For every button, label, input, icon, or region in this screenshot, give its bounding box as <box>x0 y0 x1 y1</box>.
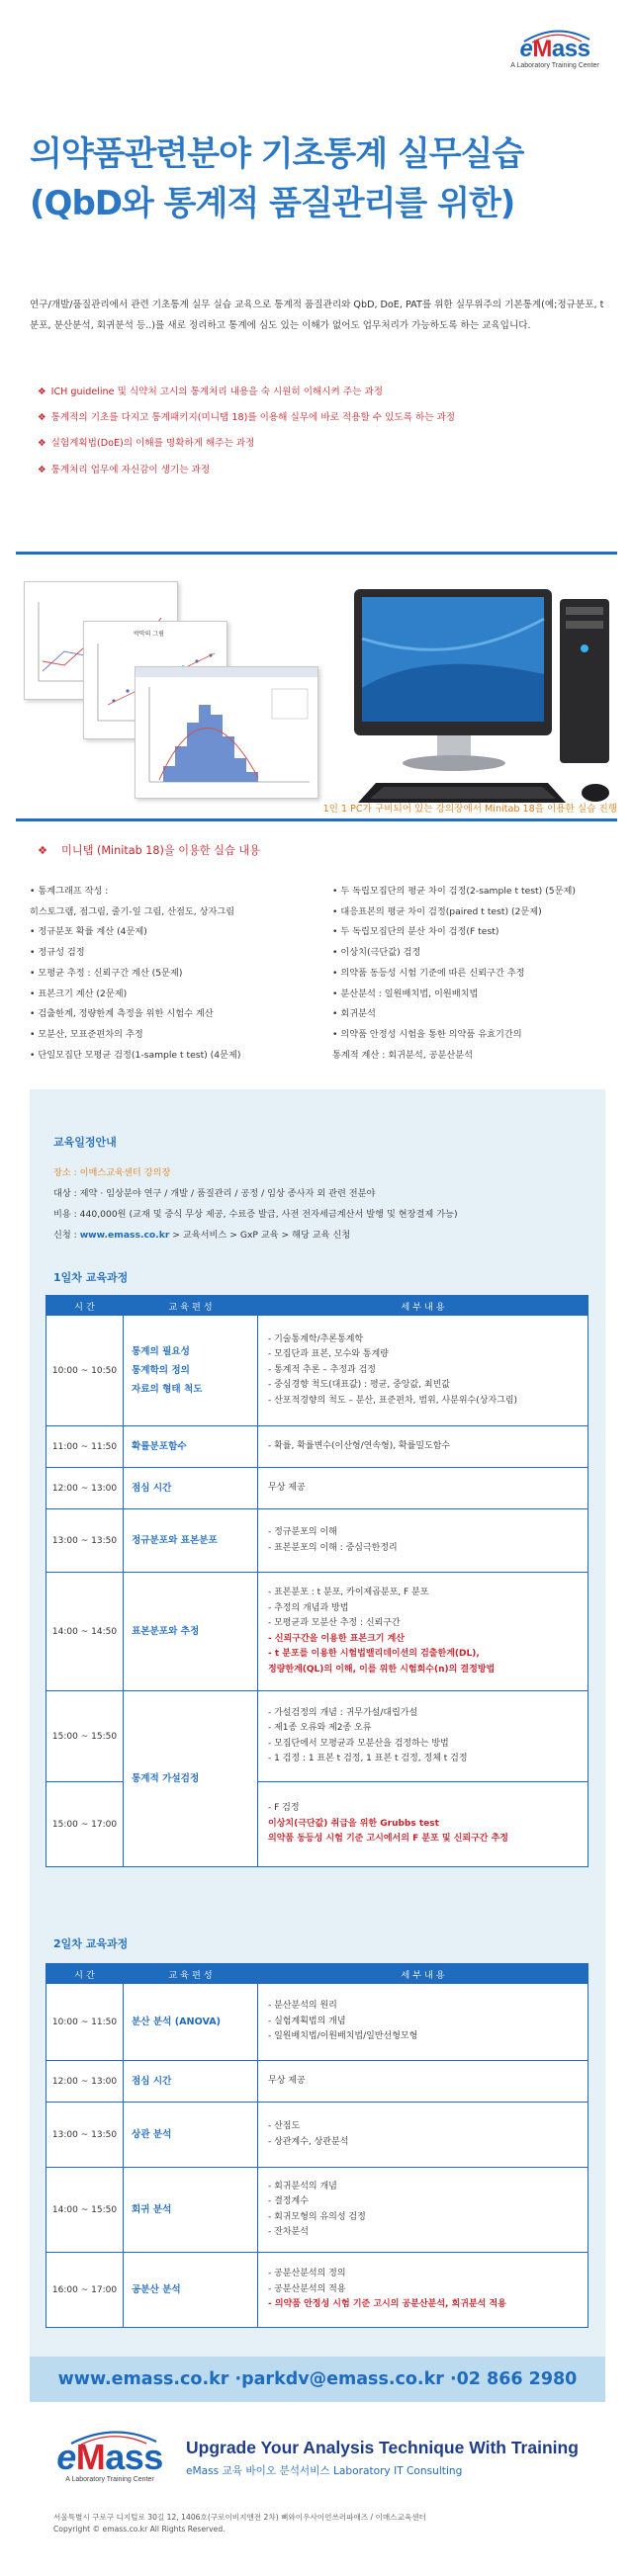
contact-bar[interactable]: www.emass.co.kr ·parkdv@emass.co.kr ·02 866 2980 <box>30 2357 605 2402</box>
footer-address: 서울특별시 구로구 디지털로 30길 12, 1406호(구로이비지앤전 2차) 뼈와이우사이언쓰러파애즈 / 이매스교육센터 Copyright © emass.co.kr All Rights Reserved. <box>53 2513 426 2533</box>
table-row: 15:00 ~ 15:50 통계적 가설검정 - 가설검정의 개념 : 귀무가설/대립가설 - 제1종 오류와 제2종 오류 - 모집단에서 모평균과 모분산을 검정하는 방법 - 1 검정 : 1 표본 t 검정, 1 표본 t 검정, 정체 t 검정 <box>46 1691 588 1782</box>
diamond-icon: ❖ <box>38 412 46 424</box>
table-row: 14:00 ~ 14:50 표본분포와 추정 - 표본분포 : t 분포, 카이제곱분포, F 분포 - 추정의 개념과 방법 - 모평균과 모분산 추정 : 신뢰구간 - 신뢰구간을 이용한 표본크기 계산 - t 분포를 이용한 시험법밸리데이션의 검출한계(DL), 정량한계(QL)의 이해, 이를 위한 시험회수(n)의 결정방법 <box>46 1573 588 1691</box>
feature-item: ❖ 통계처리 업무에 자신감이 생기는 과정 <box>38 464 211 475</box>
feature-item: ❖ 실험계획법(DoE)의 이해를 명확하게 해주는 과정 <box>38 438 255 450</box>
place: 장소 : 이매스교육센터 강의장 <box>53 1167 171 1178</box>
diamond-icon: ❖ <box>38 386 46 397</box>
table-row: 12:00 ~ 13:00 점심 시간 무상 제공 <box>46 2061 588 2103</box>
svg-text:박막의 그림: 박막의 그림 <box>134 631 164 638</box>
intro-paragraph: 연구/개발/품질관리에서 관련 기초통계 실무 실습 교육으로 통계적 품질관리와 QbD, DoE, PAT를 위한 실무위주의 기본통계(예;정규분포, t 분포, 분산분석, 회귀분석 등..)를 새로 정리하고 통계에 심도 있는 이해가 없어도 업무처리가 가능하도록 하는 교육입니다. <box>30 300 604 331</box>
table-row: 15:00 ~ 17:00 - F 검정 이상치(극단값) 취급을 위한 Grubbs test 의약품 동등성 시험 기준 고시에서의 F 분포 및 신뢰구간 추정 <box>46 1782 588 1867</box>
table-row: 14:00 ~ 15:50 회귀 분석 - 회귀분석의 개념 - 결정계수 - 회귀모형의 유의성 검정 - 잔차분석 <box>46 2168 588 2253</box>
page-title-line2: (QbD와 통계적 품질관리를 위한) <box>30 184 515 223</box>
table-row: 10:00 ~ 10:50 통계의 필요성 통계학의 정의 자료의 형태 척도 - 기술통계학/추론통계학 - 모집단과 표본, 모수와 통계량 - 통계적 추론 – 추정과 검정 - 중심경향 척도(대표값) : 평균, 중앙값, 최빈값 - 산포적경향의 척도 – 분산, 표준편차, 범위, 사분위수(상자그림) <box>46 1316 588 1426</box>
logo-tagline: A Laboratory Training Center <box>65 2476 154 2483</box>
emass-logo-footer[interactable] <box>45 2437 174 2483</box>
table-row: 11:00 ~ 11:50 확률분포함수 - 확률, 확률변수(이산형/연속형), 확률밀도함수 <box>46 1426 588 1468</box>
day2-table <box>45 1963 588 2328</box>
footer-services: eMass 교육 바이오 분석서비스 Laboratory IT Consulting <box>186 2465 463 2477</box>
computer-illustration <box>336 579 629 813</box>
table-row: 16:00 ~ 17:00 공분산 분석 - 공분산분석의 정의 - 공분산분석의 적용 - 의약품 안정성 시험 기준 고시의 공분산분석, 회귀분석 적용 <box>46 2253 588 2328</box>
logo-wordmark: eMass <box>56 2437 163 2477</box>
schedule-info <box>53 1162 458 1245</box>
logo-arc-icon <box>522 28 591 43</box>
fee: 비용 : 440,000원 (교재 및 중식 무상 제공, 수료증 발급, 사전 전자세금계산서 발행 및 현장결제 가능) <box>53 1209 458 1220</box>
target: 대상 : 제약 · 임상분야 연구 / 개발 / 품질관리 / 공정 / 임상 종사자 외 관련 전분야 <box>53 1188 376 1199</box>
table-row: 10:00 ~ 11:50 분산 분석 (ANOVA) - 분산분석의 원리 - 실험계획법의 개념 - 일원배치법/이원배치법/일반선형모형 <box>46 1984 588 2061</box>
day2-title: 2일차 교육과정 <box>53 1937 129 1950</box>
day1-table <box>45 1295 588 1867</box>
table-row: 13:00 ~ 13:50 상관 분석 - 산점도 - 상관계수, 상관분석 <box>46 2103 588 2168</box>
emass-logo[interactable] <box>497 38 613 69</box>
divider <box>16 552 617 555</box>
apply-link[interactable]: www.emass.co.kr <box>79 1230 170 1241</box>
feature-item: ❖ 통계적의 기초를 다지고 통계패키지(미니탭 18)를 이용해 실무에 바로 적용할 수 있도록 하는 과정 <box>38 412 456 424</box>
minitab-list-right: • 두 독립모집단의 평균 차이 검정(2-sample t test) (5문제) • 대응표본의 평균 차이 검정(paired t test) (2문제) • 두 독립모집단의 분산 차이 검정(F test) • 이상치(극단값) 검정 • 의약품 동등성 시험 기준에 따른 신뢰구간 추정 • 분산분석 : 일원배치법, 이원배치법 • 회귀분석 • 의약품 안정성 시험을 통한 의약품 유효기간의 통계적 계산 : 회귀분석, 공분산분석 <box>332 886 576 1061</box>
feature-list <box>38 384 601 487</box>
minitab-screenshots <box>24 581 320 801</box>
divider <box>16 818 617 821</box>
minitab-list-left: • 통계그래프 작성 : 히스토그램, 점그림, 줄기-잎 그림, 산점도, 상자그림 • 정규분포 확률 계산 (4문제) • 정규성 검정 • 모평균 추정 : 신뢰구간 계산 (5문제) • 표본크기 계산 (2문제) • 검출한계, 정량한계 측정을 위한 시험수 계산 • 모분산, 모표준편차의 추정 • 단일모집단 모평균 검정(1-sample t test) (4문제) <box>30 886 241 1061</box>
image-caption: 1인 1 PC가 구비되어 있는 강의장에서 Minitab 18을 이용한 실습 진행 <box>322 804 617 815</box>
feature-item: ❖ ICH guideline 및 식약처 고시의 통계처리 내용을 숙 시원히 이해시켜 주는 과정 <box>38 386 383 397</box>
logo-arc-icon <box>69 2428 158 2446</box>
footer-slogan: Upgrade Your Analysis Technique With Training <box>186 2438 579 2457</box>
chart-sheet <box>135 666 318 799</box>
diamond-icon: ❖ <box>38 438 46 450</box>
table-row: 12:00 ~ 13:00 점심 시간 무상 제공 <box>46 1468 588 1509</box>
logo-wordmark: eMass <box>519 36 590 62</box>
minitab-section-title: ❖ 미니탭 (Minitab 18)을 이용한 실습 내용 <box>38 844 260 857</box>
apply: 신청 : www.emass.co.kr > 교육서비스 > GxP 교육 > 해당 교육 신청 <box>53 1230 351 1241</box>
table-header-row: 시 간 교 육 편 성 세 부 내 용 <box>46 1964 588 1984</box>
diamond-icon: ❖ <box>38 844 48 857</box>
logo-tagline: A Laboratory Training Center <box>510 62 599 69</box>
table-header-row: 시 간 교 육 편 성 세 부 내 용 <box>46 1296 588 1316</box>
day1-title: 1일차 교육과정 <box>53 1271 129 1284</box>
table-row: 13:00 ~ 13:50 정규분포와 표본분포 - 정규분포의 이해 - 표본분포의 이해 : 중심극한정리 <box>46 1509 588 1573</box>
diamond-icon: ❖ <box>38 464 46 475</box>
schedule-info-title: 교육일정안내 <box>53 1136 117 1149</box>
page-title-line1: 의약품관련분야 기초통계 실무실습 <box>30 134 524 174</box>
